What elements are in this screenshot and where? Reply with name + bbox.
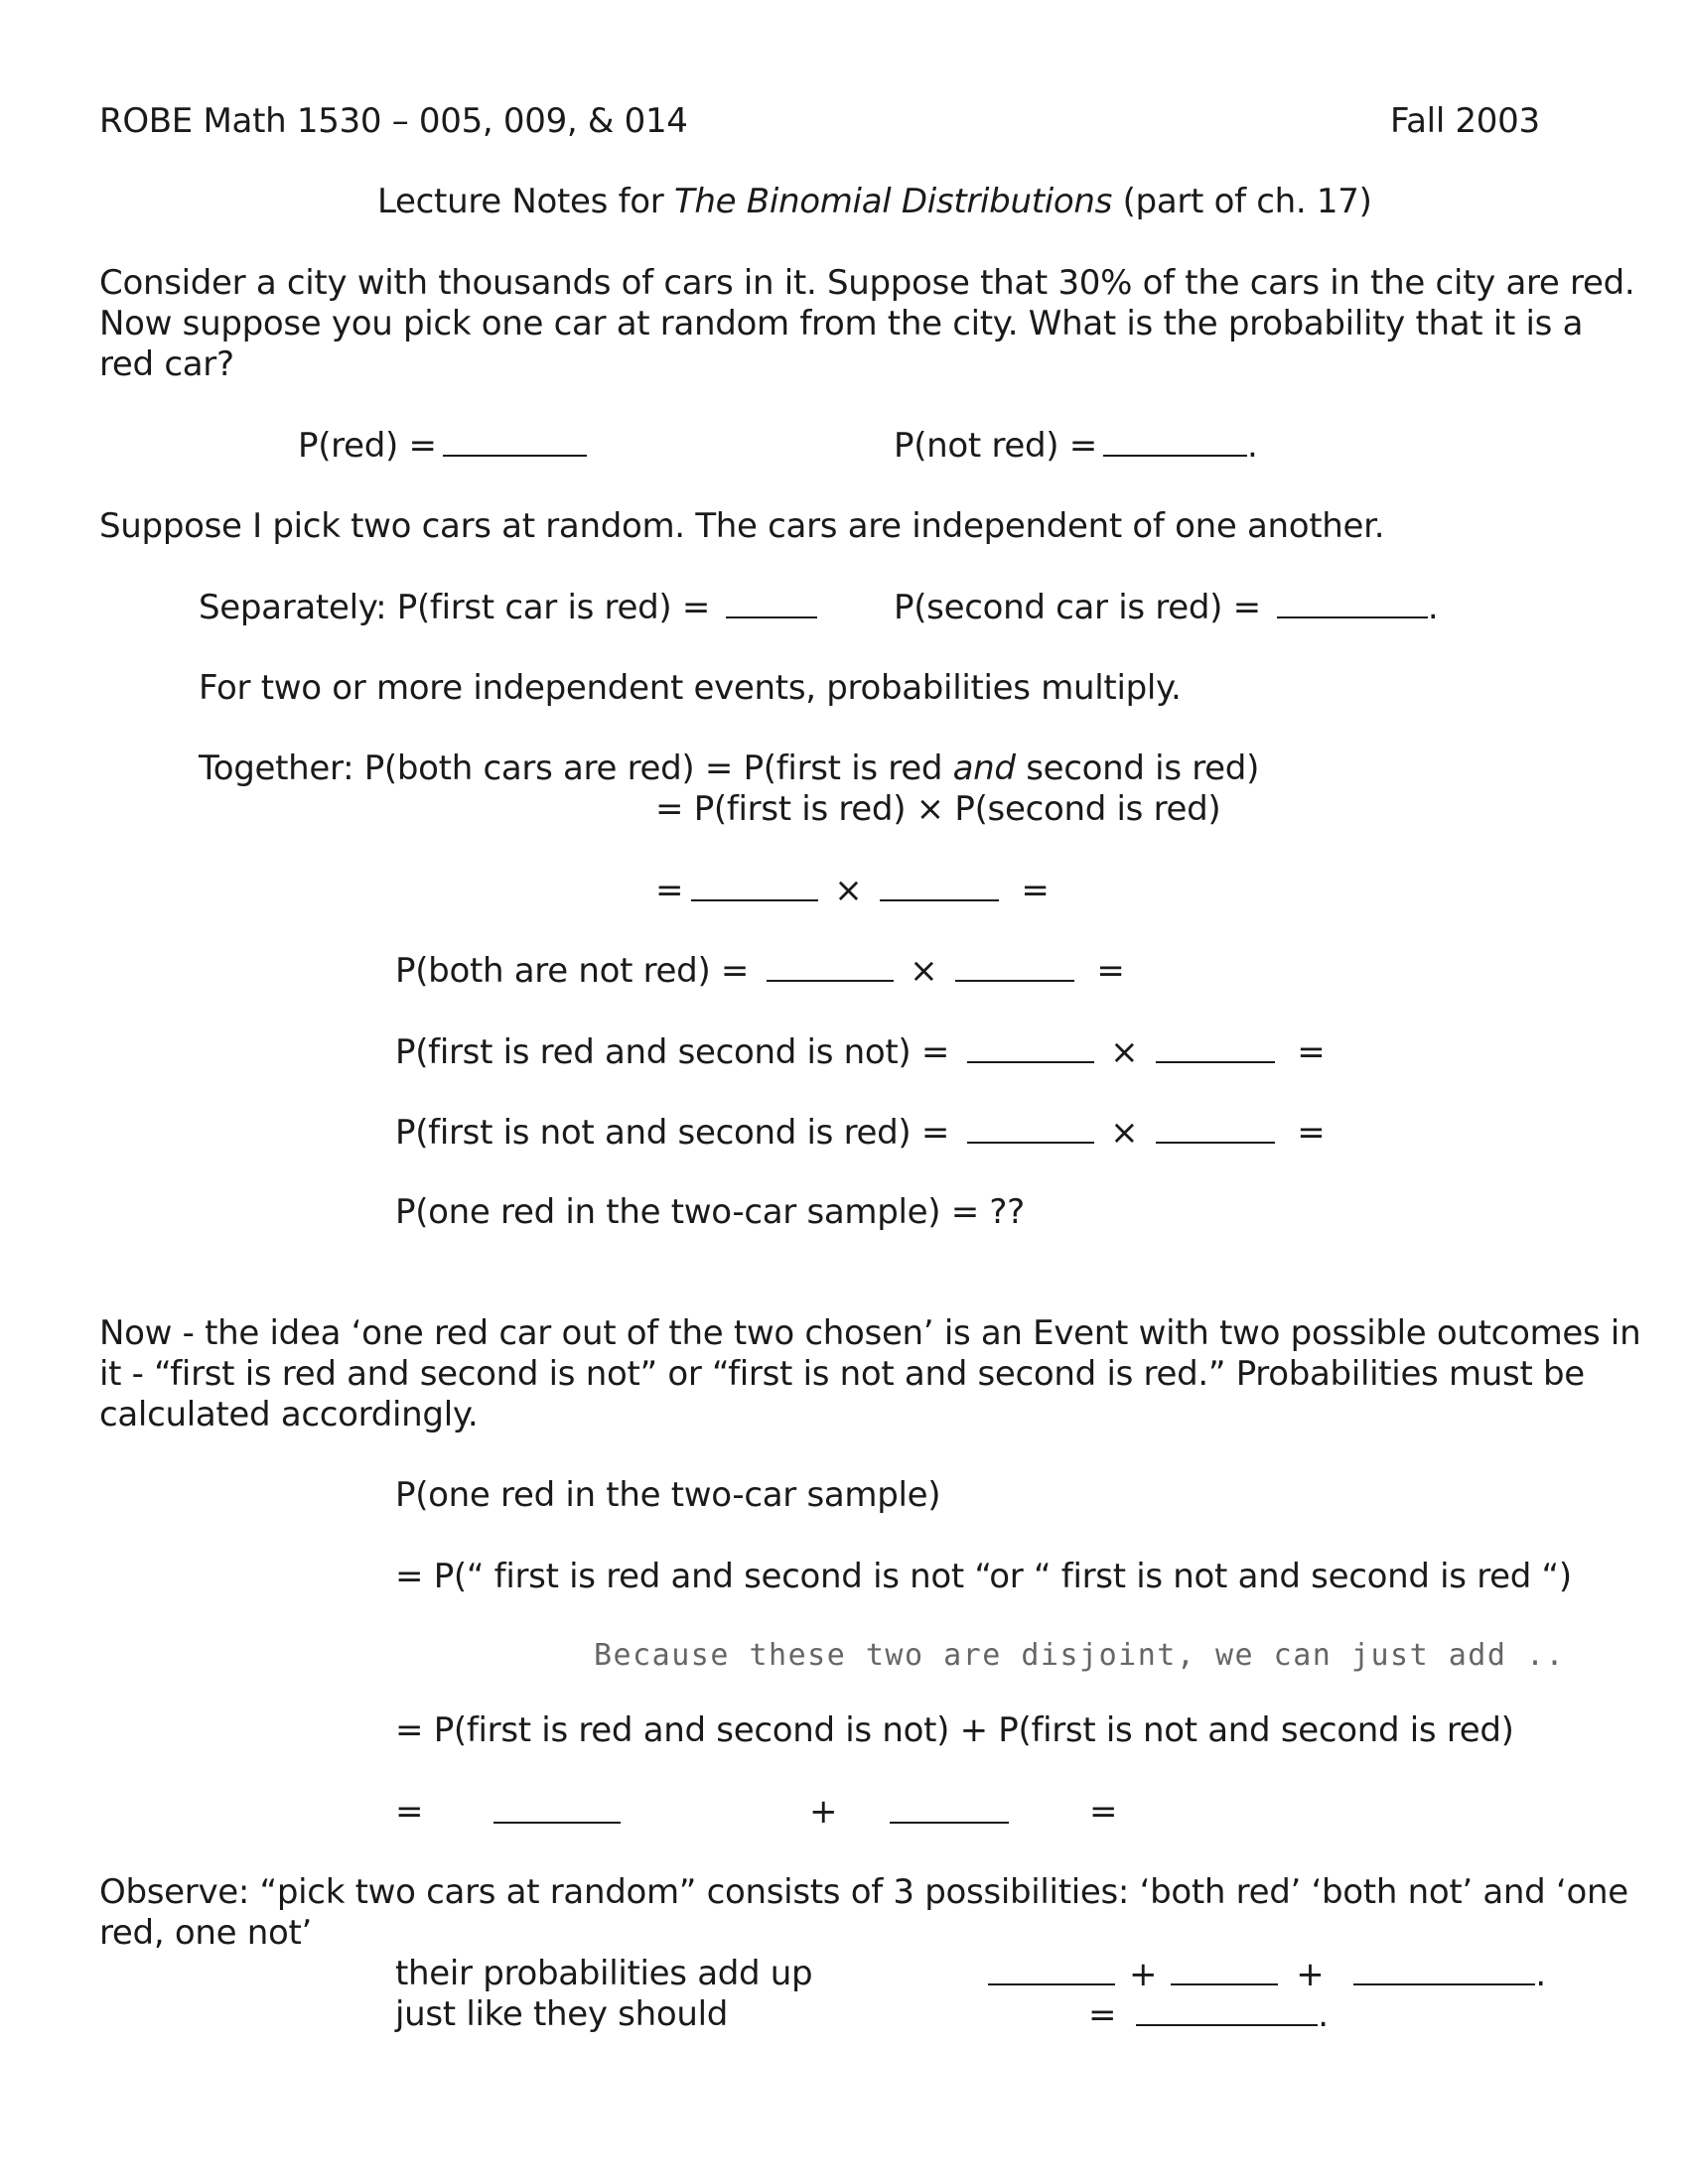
title-prefix: Lecture Notes for [377,182,664,221]
separately-label: Separately: P(first car is red) = [199,588,711,627]
page-title [377,182,1372,221]
title-italic: The Binomial Distributions [673,182,1113,221]
blank[interactable] [890,1792,1009,1824]
add-up-label: their probabilities add up [395,1954,813,1993]
both-red-product [655,870,1050,910]
blank[interactable] [767,950,894,982]
blank[interactable] [880,870,999,901]
blank[interactable] [967,1031,1094,1063]
course-header: ROBE Math 1530 – 005, 009, & 014 [99,101,688,141]
first-not-second-red-line [395,1112,1325,1153]
period: . [1535,1955,1546,1994]
blank[interactable] [955,950,1074,982]
total-line [1088,1994,1329,2035]
times-sign: × [1110,1113,1139,1153]
both-not-label: P(both are not red) = [395,951,750,991]
together-line [199,749,1259,788]
together-prefix: Together: P(both cars are red) = P(first is red [199,749,943,788]
p-red-label: P(red) = [298,426,437,466]
observe-line-2: red, one not’ [99,1913,313,1953]
first-not-second-red-label: P(first is not and second is red) = [395,1113,950,1153]
eq-sign: = [1096,951,1125,991]
multiply-rule: For two or more independent events, probabilities multiply. [199,668,1182,708]
period: . [1318,1995,1329,2035]
or-expression: = P(“ first is red and second is not “or “ first is not and second is red “) [395,1557,1572,1596]
should-label: just like they should [395,1994,729,2034]
p-not-red-blank[interactable] [1103,425,1247,457]
first-car-red-blank[interactable] [726,587,817,618]
p-one-red-heading: P(one red in the two-car sample) [395,1475,941,1515]
blank[interactable] [1171,1954,1278,1985]
intro-line-2: Now suppose you pick one car at random from the city. What is the probability that it is a [99,304,1584,343]
blank[interactable] [493,1792,621,1824]
together-suffix: second is red) [1026,749,1260,788]
two-cars-intro: Suppose I pick two cars at random. The cars are independent of one another. [99,506,1385,546]
sum-expression: = P(first is red and second is not) + P(first is not and second is red) [395,1710,1514,1750]
times-sign: × [834,871,863,910]
eq-sign: = [1021,871,1050,910]
sum-blank-2-wrap [890,1792,1009,1833]
p-not-red-label: P(not red) = [894,426,1097,466]
term-header: Fall 2003 [1390,101,1540,141]
blank[interactable] [988,1954,1115,1985]
second-car-red-blank[interactable] [1277,587,1428,618]
times-sign: × [910,951,938,991]
eq-sign: = [655,871,684,910]
eq-sign: = [1297,1113,1326,1153]
disjoint-note: Because these two are disjoint, we can just add .. [594,1638,1566,1673]
eq-sign: = [1297,1032,1326,1072]
sum-eq: = [1089,1792,1118,1832]
blank[interactable] [1156,1031,1275,1063]
plus-sign: + [1129,1955,1158,1994]
observe-line-1: Observe: “pick two cars at random” consists of 3 possibilities: ‘both red’ ‘both not’ and ‘one [99,1872,1628,1912]
intro-line-3: red car? [99,344,234,384]
eq-sign: = [1088,1995,1117,2035]
times-sign: × [1110,1032,1139,1072]
separately-line [199,587,823,627]
blank[interactable] [1353,1954,1535,1985]
one-red-question: P(one red in the two-car sample) = ?? [395,1192,1025,1232]
event-line-3: calculated accordingly. [99,1395,479,1434]
both-not-red-line [395,950,1125,991]
plus-sign: + [1296,1955,1325,1994]
title-suffix: (part of ch. 17) [1122,182,1372,221]
blank[interactable] [967,1112,1094,1144]
second-car-label: P(second car is red) = [894,588,1261,627]
first-red-second-not-label: P(first is red and second is not) = [395,1032,950,1072]
total-blank[interactable] [1136,1994,1318,2026]
p-not-red-line [894,425,1257,466]
first-red-second-not-line [395,1031,1325,1072]
intro-line-1: Consider a city with thousands of cars in it. Suppose that 30% of the cars in the city are red. [99,263,1635,303]
sum-plus: + [809,1792,838,1832]
sum-blanks-eq: = [395,1792,424,1832]
p-red-line [298,425,593,466]
period: . [1246,426,1258,466]
second-car-line [894,587,1438,627]
event-line-1: Now - the idea ‘one red car out of the two chosen’ is an Event with two possible outcomes in [99,1313,1641,1353]
product-line: = P(first is red) × P(second is red) [655,789,1221,829]
blank[interactable] [1156,1112,1275,1144]
event-line-2: it - “first is red and second is not” or “first is not and second is red.” Probabilities must be [99,1354,1585,1394]
together-and: and [952,749,1016,788]
blank[interactable] [691,870,818,901]
period: . [1427,588,1439,627]
add-up-blanks [988,1954,1546,1994]
sum-blank-1-wrap [493,1792,621,1833]
p-red-blank[interactable] [443,425,587,457]
